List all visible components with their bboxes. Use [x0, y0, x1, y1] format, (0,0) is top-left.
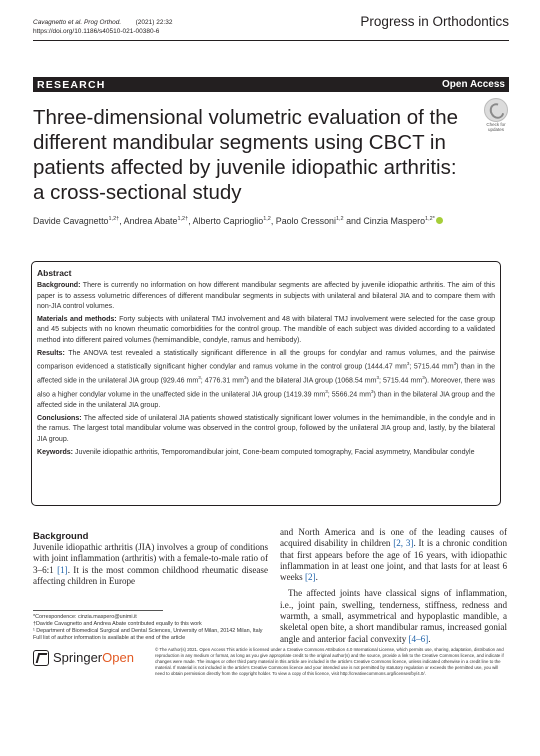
springer-horse-icon — [33, 650, 49, 666]
body-paragraph — [280, 527, 507, 583]
doi-link[interactable]: https://doi.org/10.1186/s40510-021-00380-6 — [33, 28, 160, 35]
check-updates-icon — [484, 98, 508, 122]
section-label: Background: — [37, 282, 81, 289]
superscript: 3 — [453, 361, 457, 367]
affiliation: ¹ Department of Biomedical Surgical and Dental Sciences, University of Milan, 20142 Milan, Italy — [33, 627, 263, 634]
section-text: There is currently no information on how different mandibular segments are affected by juvenile idiopathic arthritis. The aim of this paper is to assess volumetric differences of different mandibular segments in subjects with unilateral and bilateral JIA and to compare them with non-JIA control volumes. — [37, 282, 495, 310]
author-name[interactable]: Paolo Cressoni — [275, 216, 336, 226]
reference-link[interactable]: [4–6] — [408, 633, 429, 644]
section-text: Juvenile idiopathic arthritis, Temporomandibular joint, Cone-beam computed tomography, Facial asymmetry, Mandibular condyle — [75, 448, 475, 456]
superscript: 3 — [376, 375, 380, 381]
author-affil: 1,2† — [177, 216, 189, 223]
body-text: . It is a chronic condition that first appears before the age of 16 years, with idiopathic inflammation in at least one joint, and that lasts for at least 6 weeks — [280, 538, 507, 583]
author-affil: 1,2 — [263, 216, 271, 223]
header-rule — [33, 40, 509, 41]
author-affil: 1,2† — [108, 216, 120, 223]
footnote-rule — [33, 610, 163, 611]
springer-open-logo — [33, 650, 134, 667]
abstract-box — [31, 261, 501, 506]
section-text: The ANOVA test revealed a statistically significant difference in all the groups for condylar and ramus volumes, and the pairwise comparison evidenced a statistically significant higher condylar and ramus volume in the control group (1444.47 mm — [37, 349, 495, 371]
author-name[interactable]: Cinzia Maspero — [363, 216, 426, 226]
citation-journal: Prog Orthod. — [83, 19, 122, 26]
section-label: Materials and methods: — [37, 315, 117, 323]
author-list: Davide Cavagnetto$^{1,2\dagger}$, Andrea Abate$^{1,2\dagger}$, Alberto Caprioglio$^{1,2}$, Paolo Cressoni$^{1,2}$ and Cinzia Maspero$^{1,2*}$ — [33, 216, 443, 226]
section-text: ; 4776.31 mm — [200, 377, 244, 385]
abstract-methods — [37, 315, 495, 347]
reference-link[interactable]: [2] — [305, 572, 316, 583]
abstract-background — [37, 281, 495, 313]
author-name[interactable]: Alberto Caprioglio — [192, 216, 264, 226]
body-paragraph — [33, 542, 268, 587]
section-text: ) and the bilateral JIA group (1068.54 mm — [246, 377, 377, 385]
body-text: Juvenile idiopathic arthritis (JIA) involves a group of conditions with joint inflammation (arthritis) with a female-to-male ratio of 3–6:1 — [33, 542, 268, 575]
abstract-keywords — [37, 448, 495, 459]
author-affil: 1,2* — [425, 216, 435, 223]
body-text: and North America and is one of the leading causes of acquired disability in children — [280, 527, 507, 549]
body-text: . — [315, 572, 318, 583]
citation-year: (2021) 22:32 — [135, 19, 173, 26]
author-affil: 1,2 — [335, 216, 344, 223]
body-text: . — [428, 633, 431, 644]
journal-name: Progress in Orthodontics — [360, 14, 509, 29]
orcid-icon[interactable] — [436, 217, 443, 224]
license-text: © The Author(s) 2021. Open Access This article is licensed under a Creative Commons Attribution 4.0 International License, which permits use, sharing, adaptation, distribution and reproduction in any medium or format, as long as you give appropriate credit to the original author(s) and the source, provide a link to the Creative Commons licence, and indicate if changes were made. The images or other third party material in this article are included in the article's Creative Commons licence, unless indicated otherwise in a credit line to the material. If material is not included in the article's Creative Commons licence and your intended use is not permitted by statutory regulation or exceeds the permitted use, you will need to obtain permission directly from the copyright holder. To view a copy of this licence, visit http://creativecommons.org/licenses/by/4.0/. — [155, 647, 504, 676]
section-text: ) than in the affected side in the unilateral JIA group (929.46 mm — [37, 363, 495, 385]
section-label: Results: — [37, 349, 65, 357]
right-column — [280, 527, 507, 645]
body-text: The affected joints have classical signs of inflammation, i.e., joint pain, swelling, tenderness, stiffness, redness and warmth, a small, asymmetrical and hypoplastic mandible, a skeletal open bite, a short mandibular ramus, increased gonial angle and anterior facial convexity — [280, 588, 507, 644]
section-label: Conclusions: — [37, 414, 82, 422]
section-heading: Background — [33, 531, 89, 542]
article-title: Three-dimensional volumetric evaluation of the different mandibular segments using CBCT in patients affected by juvenile idiopathic arthritis: a cross-sectional study — [33, 106, 459, 204]
reference-link[interactable]: [2, 3] — [393, 538, 414, 549]
section-text: Forty subjects with unilateral TMJ involvement and 48 with bilateral TMJ involvement were selected for the case group and 45 subjects with no known rheumatic comorbidities for the control group. The mandible of each subject was divided according to a validated method into different paired volumes (hemimandible, condyle, ramus and hemibody). — [37, 315, 495, 344]
publisher-open: Open — [102, 650, 134, 665]
body-paragraph — [280, 588, 507, 644]
badge-line-1: Check for — [486, 122, 506, 127]
open-access-label: Open Access — [442, 79, 505, 90]
body-text: . It is the most common childhood rheumatic disease affecting children in Europe — [33, 564, 268, 586]
section-text: ) than in the bilateral JIA group and the affected side in the unilateral JIA group. — [37, 391, 495, 409]
superscript: 3 — [198, 375, 201, 381]
citation-authors: Cavagnetto et al. — [33, 19, 83, 26]
section-label: Keywords: — [37, 448, 74, 456]
section-text: ). Moreover, there was also a higher condylar volume in the unaffected side in the unilateral JIA group (1419.39 mm — [37, 377, 495, 399]
citation-meta — [33, 18, 173, 36]
left-column — [33, 531, 268, 587]
badge-line-2: updates — [487, 127, 504, 132]
abstract-conclusions — [37, 414, 495, 446]
footnotes — [33, 614, 273, 642]
article-type: RESEARCH — [37, 79, 106, 91]
superscript: 3 — [406, 361, 410, 367]
superscript: 3 — [422, 375, 425, 381]
abstract-heading: Abstract — [37, 268, 72, 278]
reference-link[interactable]: [1] — [57, 564, 68, 575]
correspondence[interactable]: *Correspondence: cinzia.maspero@unimi.it — [33, 614, 137, 620]
author-and: and — [346, 216, 361, 226]
superscript: 3 — [243, 375, 247, 381]
full-author-info: Full list of author information is available at the end of the article — [33, 634, 186, 641]
superscript: 3 — [325, 388, 328, 394]
abstract-results — [37, 349, 495, 412]
author-name[interactable]: Andrea Abate — [123, 216, 178, 226]
section-text: ; 5715.44 mm — [409, 363, 454, 371]
article-type-bar — [33, 77, 509, 92]
superscript: 3 — [370, 388, 374, 394]
check-updates-badge[interactable] — [483, 98, 509, 132]
section-text: ; 5566.24 mm — [327, 391, 371, 399]
section-text: The affected side of unilateral JIA patients showed statistically significant lower volumes in the hemimandible, in the condyle and in the ramus. The largest total mandibular volume was observed in the control group, followed by the unilateral JIA group and, lastly, by the bilateral JIA group. — [37, 414, 496, 443]
publisher-name: Springer — [53, 650, 103, 665]
section-text: ; 5715.44 mm — [379, 377, 423, 385]
author-name[interactable]: Davide Cavagnetto — [33, 216, 109, 226]
equal-contribution: †Davide Cavagnetto and Andrea Abate contributed equally to this work — [33, 620, 202, 627]
